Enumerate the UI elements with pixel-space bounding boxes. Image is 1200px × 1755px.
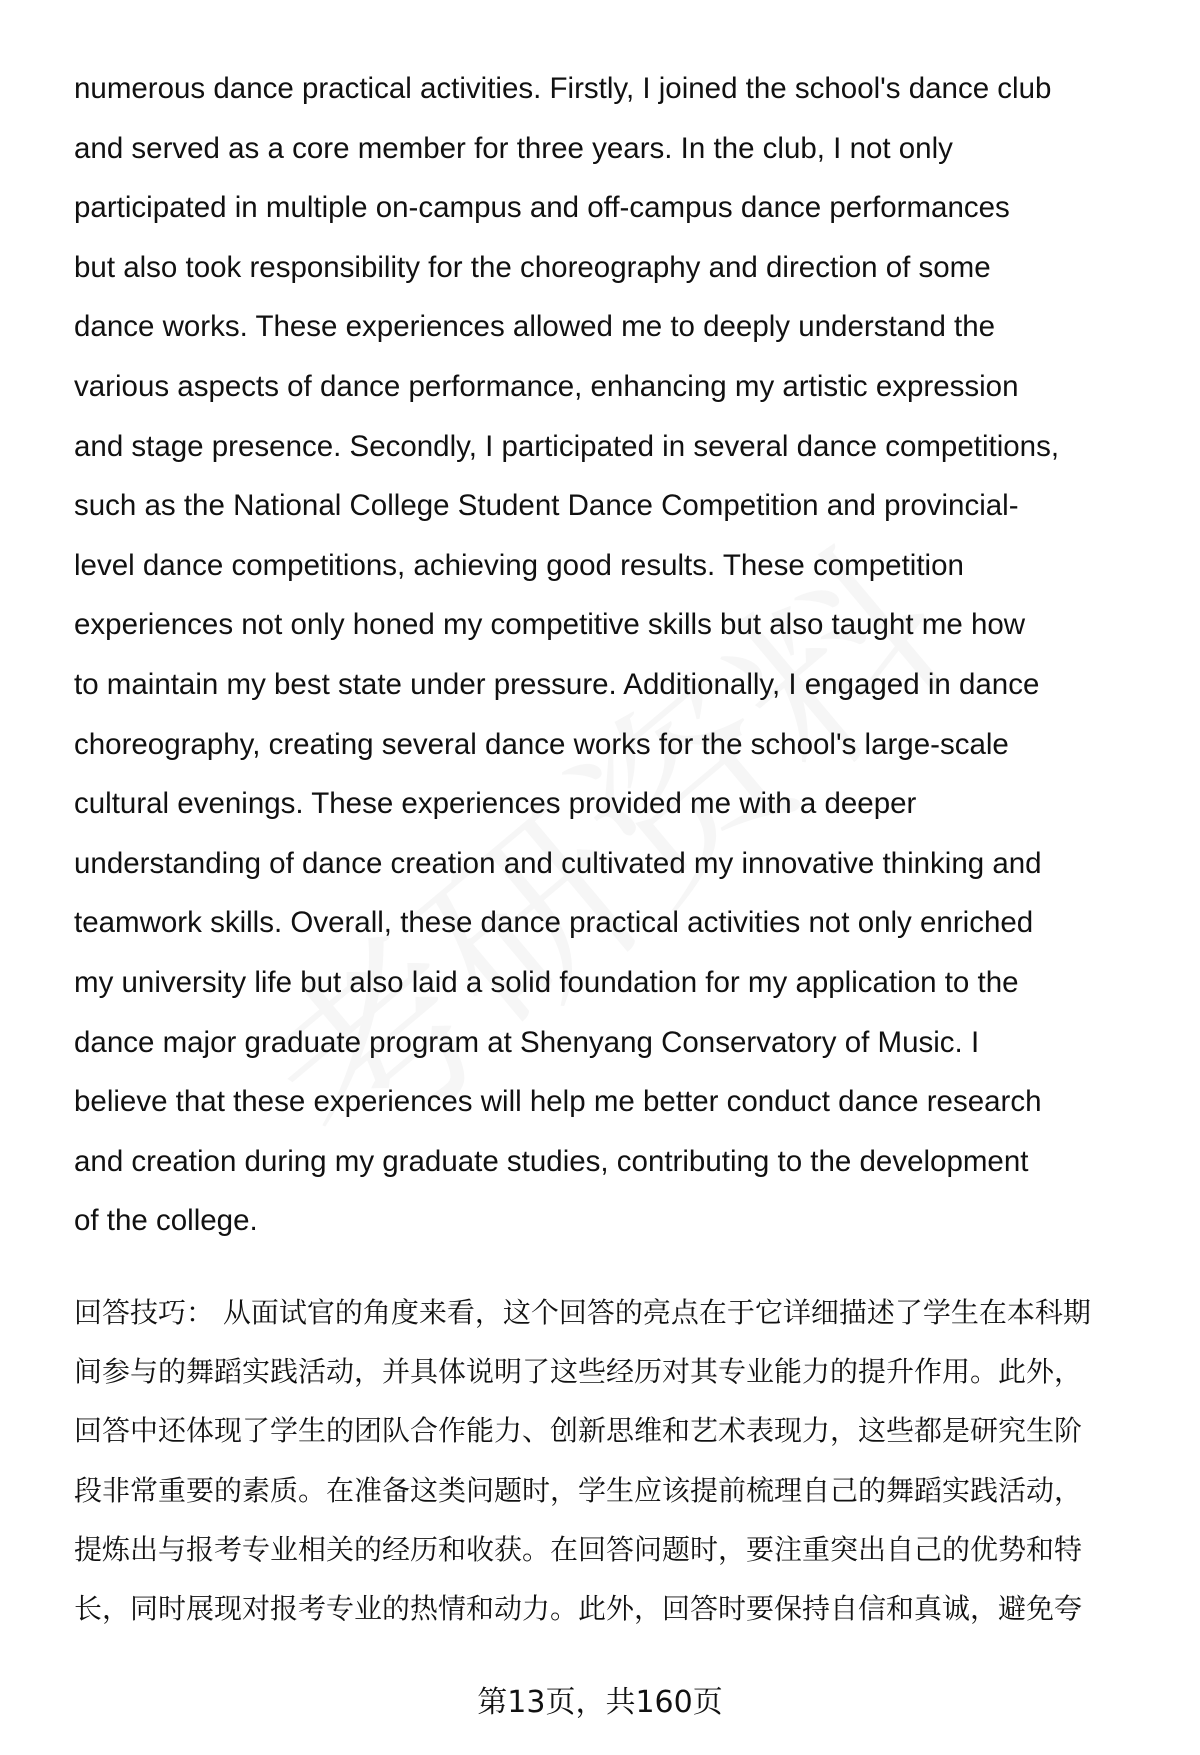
body-text-line: choreography, creating several dance works for the school's large-scale bbox=[74, 727, 1009, 761]
body-text-line: to maintain my best state under pressure. Additionally, I engaged in dance bbox=[74, 668, 1040, 701]
body-text-line: level dance competitions, achieving good results. These competition bbox=[74, 548, 964, 582]
body-text-line: but also took responsibility for the choreography and direction of some bbox=[74, 250, 991, 284]
body-text-line: and stage presence. Secondly, I participated in several dance competitions, bbox=[74, 429, 1060, 463]
body-text-line: experiences not only honed my competitive skills but also taught me how bbox=[74, 608, 1026, 642]
tips-text-line: 长，同时展现对报考专业的热情和动力。此外，回答时要保持自信和真诚，避免夸 bbox=[74, 1592, 1083, 1625]
page-number: 第13页，共160页 bbox=[477, 1685, 723, 1720]
body-text-line: dance works. These experiences allowed me to deeply understand the bbox=[74, 310, 996, 344]
body-text-line: of the college. bbox=[74, 1204, 258, 1238]
body-text-line: and creation during my graduate studies, contributing to the development bbox=[74, 1144, 1029, 1178]
body-text-line: understanding of dance creation and cultivated my innovative thinking and bbox=[74, 846, 1042, 880]
body-text-line: believe that these experiences will help me better conduct dance research bbox=[74, 1085, 1042, 1119]
tips-text-line: 间参与的舞蹈实践活动，并具体说明了这些经历对其专业能力的提升作用。此外， bbox=[74, 1355, 1083, 1389]
tips-text-line: 回答中还体现了学生的团队合作能力、创新思维和艺术表现力，这些都是研究生阶 bbox=[74, 1414, 1083, 1448]
body-text-line: such as the National College Student Dance Competition and provincial- bbox=[74, 489, 1019, 523]
tips-text-line: 提炼出与报考专业相关的经历和收获。在回答问题时，要注重突出自己的优势和特 bbox=[74, 1532, 1083, 1566]
body-text-line: dance major graduate program at Shenyang Conservatory of Music. I bbox=[74, 1025, 980, 1059]
body-text-line: and served as a core member for three years. In the club, I not only bbox=[74, 131, 953, 165]
tips-text-line: 回答技巧： 从面试官的角度来看，这个回答的亮点在于它详细描述了学生在本科期 bbox=[74, 1296, 1091, 1329]
body-text-line: numerous dance practical activities. Firstly, I joined the school's dance club bbox=[74, 72, 1052, 105]
body-text-line: cultural evenings. These experiences provided me with a deeper bbox=[74, 787, 917, 821]
body-text-line: various aspects of dance performance, enhancing my artistic expression bbox=[74, 370, 1019, 403]
body-text-line: participated in multiple on-campus and off-campus dance performances bbox=[74, 191, 1010, 225]
body-text-line: my university life but also laid a solid foundation for my application to the bbox=[74, 966, 1019, 999]
tips-text-line: 段非常重要的素质。在准备这类问题时，学生应该提前梳理自己的舞蹈实践活动， bbox=[74, 1473, 1083, 1507]
body-text-line: teamwork skills. Overall, these dance practical activities not only enriched bbox=[74, 906, 1034, 940]
